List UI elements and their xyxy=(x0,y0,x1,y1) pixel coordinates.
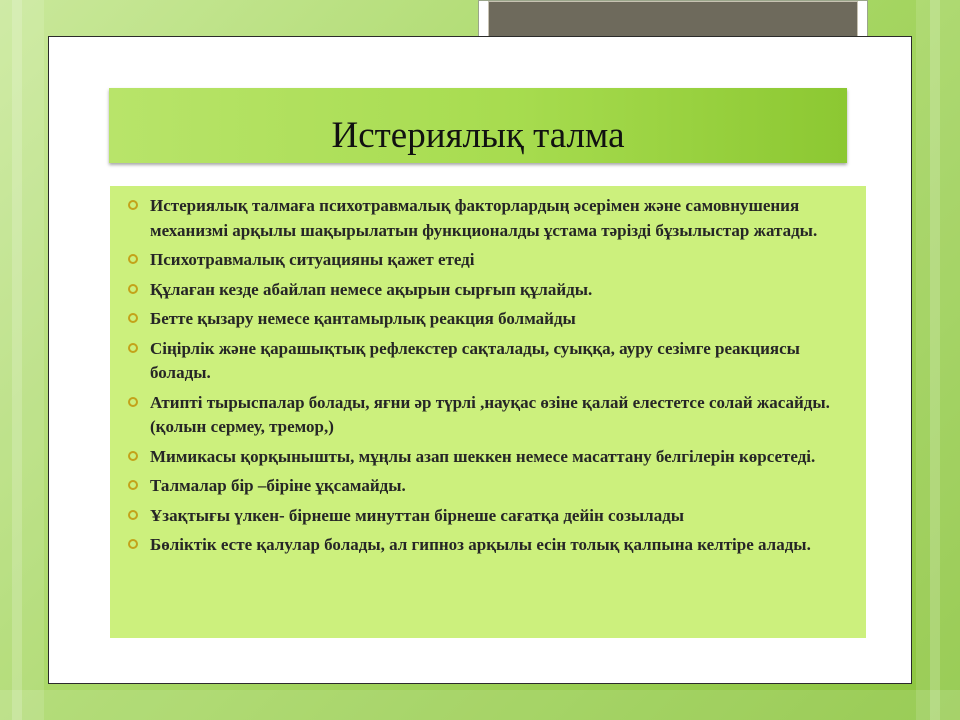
list-item-text: Талмалар бір –біріне ұқсамайды. xyxy=(150,476,406,495)
content-box xyxy=(110,186,866,638)
list-item-text: Атипті тырыспалар болады, яғни әр түрлі ,науқас өзіне қалай елестетсе солай жасайды.(қолын сермеу, тремор,) xyxy=(150,392,830,436)
background-stripe xyxy=(12,0,22,720)
ring-bullet-icon xyxy=(128,397,138,407)
list-item xyxy=(126,278,856,303)
list-item xyxy=(126,445,856,470)
ring-bullet-icon xyxy=(128,284,138,294)
ring-bullet-icon xyxy=(128,539,138,549)
ring-bullet-icon xyxy=(128,480,138,490)
list-item-text: Бетте қызару немесе қантамырлық реакция болмайды xyxy=(150,309,576,328)
background-tile xyxy=(0,0,44,720)
background-stripe xyxy=(930,0,940,720)
list-item-text: Психотравмалық ситуацияны қажет етеді xyxy=(150,250,475,269)
list-item-text: Бөліктік есте қалулар болады, ал гипноз арқылы есін толық қалпына келтіре алады. xyxy=(150,535,811,554)
ring-bullet-icon xyxy=(128,254,138,264)
ring-bullet-icon xyxy=(128,200,138,210)
list-item xyxy=(126,307,856,332)
list-item-text: Құлаған кезде абайлап немесе ақырын сырғып құлайды. xyxy=(150,279,593,299)
background-tile xyxy=(0,690,960,720)
list-item xyxy=(126,474,856,499)
list-item xyxy=(126,194,856,243)
bullet-list xyxy=(110,186,866,558)
slide-title: Истериялық талма xyxy=(331,115,625,156)
ring-bullet-icon xyxy=(128,343,138,353)
title-bar xyxy=(109,88,847,163)
list-item xyxy=(126,504,856,529)
list-item-text: Ұзақтығы үлкен- бірнеше минуттан бірнеше сағатқа дейін созылады xyxy=(150,505,685,525)
list-item xyxy=(126,337,856,386)
list-item xyxy=(126,248,856,273)
ring-bullet-icon xyxy=(128,451,138,461)
list-item-text: Истериялық талмаға психотравмалық факторлардың әсерімен және самовнушения механизмі арқылы шақырылатын функционалды ұстама тәрізді бұзылыстар жатады. xyxy=(150,196,818,240)
list-item xyxy=(126,391,856,440)
list-item-text: Мимикасы қорқынышты, мұңлы азап шеккен немесе масаттану белгілерін көрсетеді. xyxy=(150,446,816,466)
list-item xyxy=(126,533,856,558)
list-item-text: Сіңірлік және қарашықтық рефлекстер сақталады, суыққа, ауру сезімге реакциясы болады. xyxy=(150,338,800,382)
ring-bullet-icon xyxy=(128,313,138,323)
ring-bullet-icon xyxy=(128,510,138,520)
